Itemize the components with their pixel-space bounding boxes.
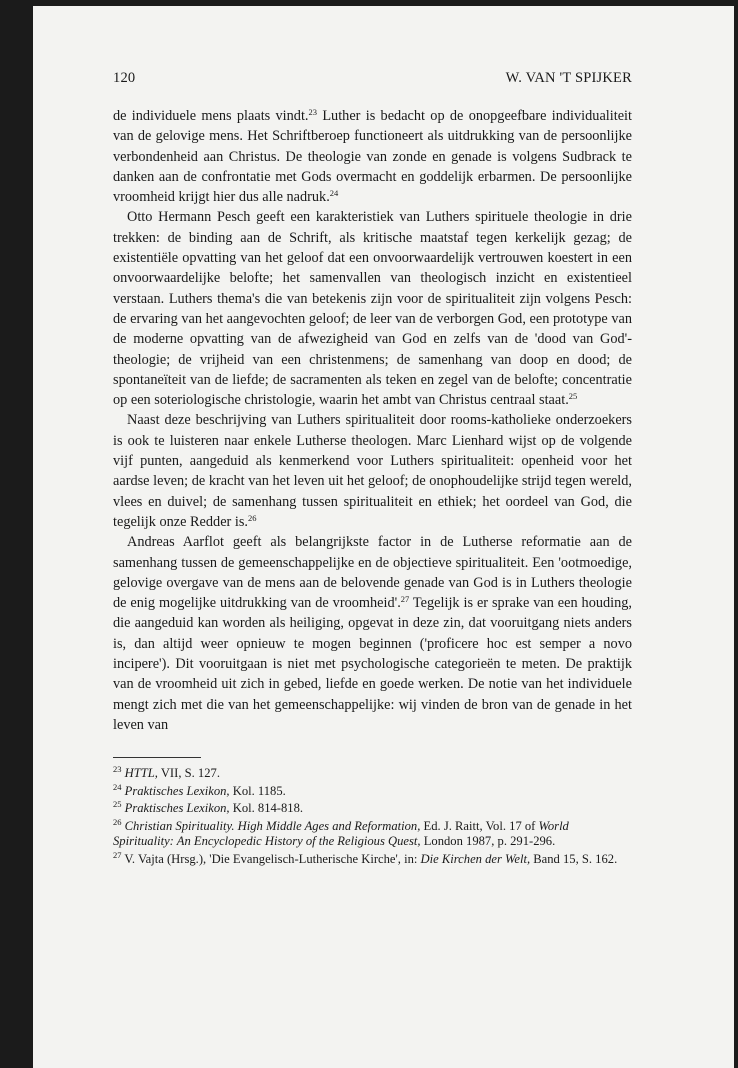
running-header [113,68,632,88]
footnote-ref: 23 [308,107,318,117]
text-run: Band 15, S. 162. [530,851,618,866]
running-head: W. VAN 'T SPIJKER [505,70,632,86]
italic-text: Praktisches Lexikon, [124,783,230,798]
footnote-ref: 26 [113,816,122,827]
footnote-ref: 26 [247,512,257,523]
italic-text: Praktisches Lexikon, [124,801,230,816]
text-run: Kol. 1185. [229,783,286,798]
text-run: Naast deze beschrijving van Luthers spiritualiteit door rooms-katholieke onderzoekers is ook te luisteren naar enkele Lutherse theologen. Marc Lienhard wijst op de volgende vijf punten, aangeduid als kenmerkend voor Luthers spiritualiteit: openheid voor het aardse leven; de kracht van het leven uit het geloof; de onophoudelijke strijd tegen wereld, vlees en duivel; de samenhang tussen spiritualiteit en ethiek; het oordeel van God, die tegelijk onze Redder is. [113,412,632,530]
footnote-ref: 24 [329,188,339,199]
footnote [113,801,632,817]
footnote-ref: 27 [400,594,410,605]
footnote-ref: 25 [568,391,578,402]
italic-text: HTTL, [124,766,158,781]
italic-text: Christian Spirituality. High Middle Ages and Reformation, [124,818,421,833]
footnotes [113,766,632,867]
text-run: VII, S. 127. [157,766,220,781]
page-number: 120 [113,70,136,86]
footnote-ref: 25 [113,799,122,810]
paragraph [113,410,632,532]
text-run: Andreas Aarflot geeft als belangrijkste factor in de Lutherse reformatie aan de samenhang tussen de gemeenschappelijke en de objectieve spiritualiteit. Een 'ootmoedige, gelovige overgave van de mens aan de belovende genade van God is in Luthers theologie de enig mogelijke uitdrukking van de vroomheid'. [113,534,632,612]
text-run: Otto Hermann Pesch geeft een karakteristiek van Luthers spirituele theologie in drie trekken: de binding aan de Schrift, als kritische maatstaf tegen kerkelijk gezag; de existentiële opvatting van het geloof dat een onvoorwaardelijk vertrouwen koestert in een onvoorwaardelijke belofte; het samenvallen van theologisch inzicht en existentieel verstaan. Luthers thema's die van betekenis zijn voor de spiritualiteit zijn volgens Pesch: de ervaring van het aangevochten geloof; de leer van de verborgen God, een prototype van de moderne opvatting van de afwezigheid van God en zelfs van de 'dood van God'-theologie; de vrijheid van een christenmens; de samenhang van doop en dood; de spontaneïteit van de liefde; de sacramenten als teken en zegel van de belofte; concentratie op een soteriologische christologie, waarin het ambt van Christus centraal staat. [113,209,632,409]
footnote [113,816,632,850]
text-run: London 1987, p. 291-296. [420,834,556,849]
footnote-ref: 27 [113,849,122,860]
italic-text: Die Kirchen der Welt, [420,851,531,866]
text-run: Kol. 814-818. [229,801,304,816]
paragraph [113,207,632,410]
footnote-ref: 24 [113,781,122,792]
text-run: V. Vajta (Hrsg.), 'Die Evangelisch-Lutherische Kirche', in: [121,851,421,866]
text-run: de individuele mens plaats vindt. [113,108,309,124]
footnote [113,766,632,782]
text-run: Ed. J. Raitt, Vol. 17 of [420,818,539,833]
text-run: Tegelijk is er sprake van een houding, die aangeduid kan worden als heiliging, opgevat in deze zin, dat vooruitgang niets anders is, dan altijd weer opnieuw te mogen beginnen ('proficere hoc est semper a novo incipere'). Dit vooruitgaan is niet met psychologische categorieën te meten. De praktijk van de vroomheid uit zich in gebed, liefde en goede werken. De notie van het individuele mengt zich met die van het gemeenschappelijke: wij vinden de bron van de genade in het leven van [113,595,632,733]
footnote-rule [113,757,201,758]
paragraph [113,532,632,735]
body-text [113,106,632,735]
footnote [113,781,632,800]
paragraph [113,106,632,207]
text-run: Luther is bedacht op de onopgeefbare individualiteit van de gelovige mens. Het Schriftberoep functioneert als uitdrukking van de persoonlijke verbondenheid aan Christus. De theologie van zonde en genade is volgens Sudbrack te danken aan de confrontatie met Gods overmacht en goddelijk erbarmen. De persoonlijke vroomheid krijgt hier dus alle nadruk. [113,108,633,206]
italic-text: World Spirituality: An Encyclopedic History of the Religious Quest, [113,818,569,849]
page-content [113,68,632,869]
footnote-ref: 23 [113,764,122,775]
footnote [113,849,632,868]
